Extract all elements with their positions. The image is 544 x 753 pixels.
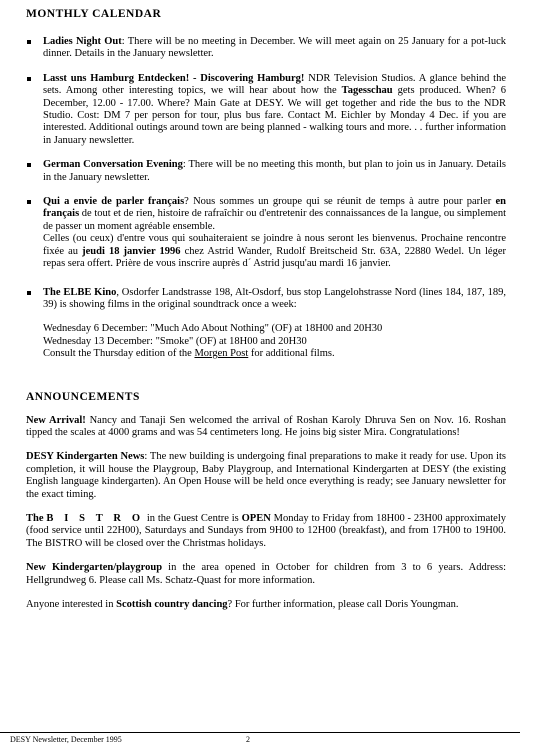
ladies-title: Ladies Night Out xyxy=(43,36,122,47)
bullet-icon xyxy=(27,200,31,204)
scottish-title: Scottish country dancing xyxy=(116,599,228,610)
scottish-body-2: ? For further information, please call Doris Youngman. xyxy=(227,599,459,610)
bullet-icon xyxy=(27,291,31,295)
en-francais-text: en français xyxy=(43,196,506,220)
kino-line-2: Wednesday 13 December: "Smoke" (OF) at 18H00 and 20H30 xyxy=(43,335,307,347)
ladies-body: : There will be no meeting in December. We will meet again on 25 January for a pot-luck dinner. Details in the January newsletter. xyxy=(43,36,506,60)
hamburg-body-2: gets produced. When? 6 December, 12.00 - 17.00. Where? Main Gate at DESY. We will get together and ride the bus to the NDR Studio. Cost: DM 7 per person for tour, plus bus fare. Contact M. Eichler by Monday 4 Dec. if you are interested. Additional outings around town are being planned - walking tours and more. . . further information in January newsletter. xyxy=(43,85,506,146)
bistro-open: OPEN xyxy=(241,512,271,524)
page-number: 2 xyxy=(246,735,250,744)
announcement-playgroup xyxy=(26,562,506,587)
calendar-item-hamburg xyxy=(26,73,506,147)
playgroup-title: New Kindergarten/playgroup xyxy=(26,562,163,574)
hamburg-title: Lasst uns Hamburg Entdecken! - Discovering Hamburg! xyxy=(43,72,305,84)
calendar-item-french xyxy=(26,196,506,270)
tagesschau-text: Tagesschau xyxy=(341,85,393,97)
bistro-body-1: in the Guest Centre is xyxy=(143,512,242,524)
bistro-body-2: Monday to Friday from 18H00 - 23H00 approximately (food service until 22H00), Saturdays and Sundays from 9H00 to 12H00 (breakfast), and from 17H00 to 19H00. The BISTRO will be closed over the Christmas holidays. xyxy=(26,512,506,549)
arrival-title: New Arrival! xyxy=(26,414,86,426)
french-title: Qui a envie de parler français xyxy=(43,196,185,208)
kindergarten-title: DESY Kindergarten News xyxy=(26,451,145,463)
footer-divider xyxy=(0,732,520,733)
kino-line-3 xyxy=(43,348,506,360)
calendar-item-kino xyxy=(26,287,506,361)
arrival-body: Nancy and Tanaji Sen welcomed the arrival of Roshan Karoly Dhruva Sen on Nov. 16. Roshan tipped the scales at 4000 grams and was 54 centimeters long. He joins big sister Mira. Congratulations! xyxy=(26,414,506,438)
announcement-arrival xyxy=(26,415,506,440)
kino-title: The ELBE Kino xyxy=(43,286,117,298)
calendar-list xyxy=(26,36,506,361)
calendar-item-german xyxy=(26,159,506,184)
bullet-icon xyxy=(27,40,31,44)
french-body-4: chez Astrid Wander, Rudolf Breitscheid Str. 63A, 22880 Wedel. Un léger repas sera offert. Prière de vous inscrire auprès d´ Astrid jusqu'au mardi 16 janvier. xyxy=(43,245,506,270)
kino-line-3-post: for additional films. xyxy=(248,348,335,360)
bistro-name: B I S T R O xyxy=(46,512,144,524)
kino-line-1: Wednesday 6 December: "Much Ado About Nothing" (OF) at 18H00 and 20H30 xyxy=(43,323,383,335)
hamburg-body-1: NDR Television Studios. A glance behind the sets. Among other interesting topics, we will hear about how the xyxy=(43,72,506,97)
calendar-item-ladies xyxy=(26,36,506,61)
kino-body: , Osdorfer Landstrasse 198, Alt-Osdorf, bus stop Langelohstrasse Nord (lines 184, 187, 189, 39) is showing films in the original soundtrack once a week: xyxy=(43,286,506,310)
french-body-3: Celles (ou ceux) d'entre vous qui souhaiteraient se joindre à nous seront les bienvenus. Prochaine rencontre fixée au xyxy=(43,233,506,257)
french-body-2: de tout et de rien, histoire de rafraîchir ou d'entretenir des connaissances de la langue, ou simplement de passer un moment agréable ensemble. xyxy=(43,208,506,232)
playgroup-body: in the area opened in October for children from 3 to 6 years. Address: Hellgrundweg 6. Please call Ms. Schatz-Quast for more information. xyxy=(26,562,506,586)
bullet-icon xyxy=(27,163,31,167)
kindergarten-body: : The new building is undergoing final preparations to make it ready for use. Upon its completion, it will house the Playgroup, Baby Playgroup, and International Kindergarten at DESY (the existing English language kindergarten). An Open House will be held once everything is ready; see January newsletter for the exact timing. xyxy=(26,451,506,500)
newsletter-page xyxy=(26,8,506,611)
announcements-heading: ANNOUNCEMENTS xyxy=(26,390,140,403)
french-date: jeudi 18 janvier 1996 xyxy=(82,245,181,257)
french-body-1: ? Nous sommes un groupe qui se réunit de temps à autre pour parler xyxy=(184,196,496,208)
bistro-the: The xyxy=(26,512,47,524)
kino-line-3-pre: Consult the Thursday edition of the xyxy=(43,348,195,360)
german-title: German Conversation Evening xyxy=(43,159,183,171)
announcement-kindergarten xyxy=(26,451,506,501)
announcement-bistro xyxy=(26,513,506,550)
bullet-icon xyxy=(27,77,31,81)
monthly-calendar-heading: MONTHLY CALENDAR xyxy=(26,8,162,20)
scottish-body-1: Anyone interested in xyxy=(26,599,117,610)
announcement-scottish xyxy=(26,599,506,611)
footer-newsletter: DESY Newsletter, December 1995 xyxy=(10,735,122,744)
morgen-post-text: Morgen Post xyxy=(194,348,249,360)
german-body: : There will be no meeting this month, but plan to join us in January. Details in the January newsletter. xyxy=(43,159,506,183)
